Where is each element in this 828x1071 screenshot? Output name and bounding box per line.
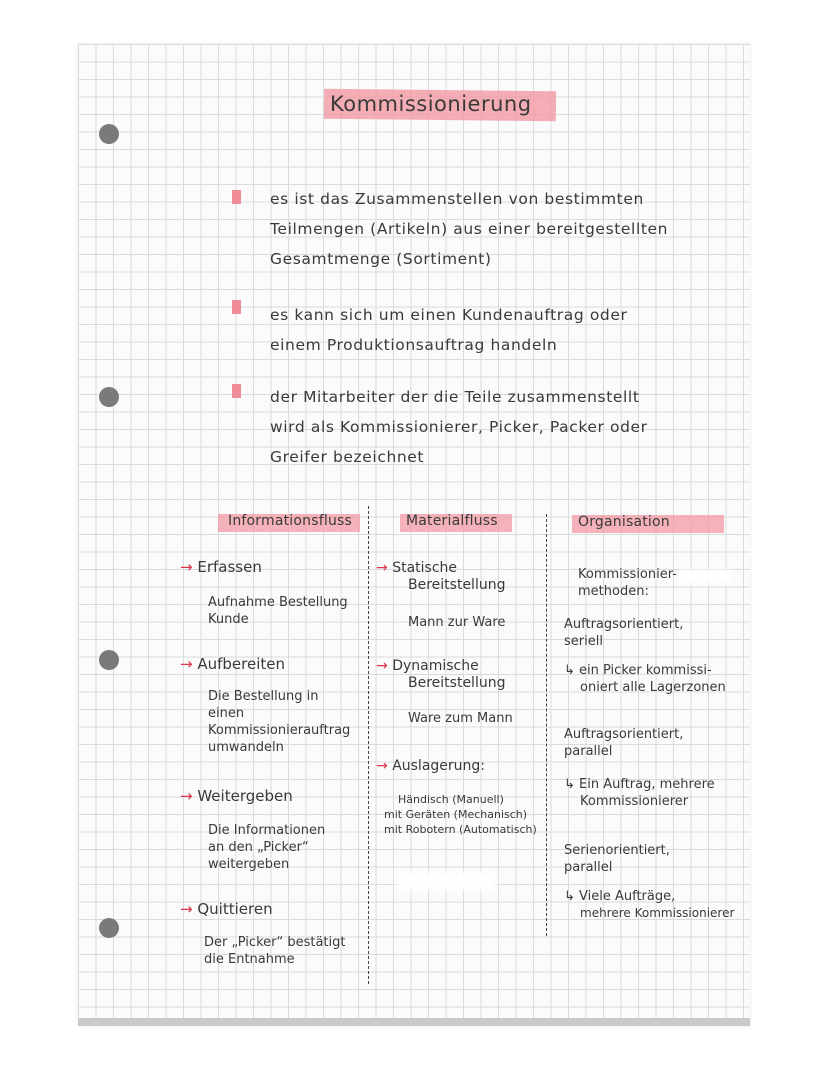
text-line: an den „Picker“ <box>208 840 309 855</box>
step-title <box>376 658 505 692</box>
step-detail <box>208 688 350 756</box>
step-title-text: Auslagerung: <box>392 758 486 774</box>
punch-hole <box>99 387 119 407</box>
step-title-text: Statische <box>392 560 457 576</box>
text-line: Der „Picker“ bestätigt <box>204 935 346 950</box>
step-detail <box>208 822 325 873</box>
bullet-marker <box>232 190 241 204</box>
text-line: Auftragsorientiert, <box>564 727 684 742</box>
step-title <box>180 787 293 805</box>
text-line: methoden: <box>578 584 649 599</box>
text-line: Händisch (Manuell) <box>398 793 504 806</box>
text-line: Auftragsorientiert, <box>564 617 684 632</box>
text-line: ↳ Viele Aufträge, <box>564 889 676 904</box>
step-title-text: Bereitstellung <box>408 675 506 691</box>
text-line: Die Informationen <box>208 823 326 838</box>
step-detail <box>384 792 537 837</box>
punch-hole <box>99 124 119 144</box>
column-header-material: Materialfluss <box>406 513 498 529</box>
step-detail: Ware zum Mann <box>408 711 513 726</box>
text-line: Teilmengen (Artikeln) aus einer bereitgestellten <box>270 220 669 238</box>
text-line: weitergeben <box>208 857 290 872</box>
step-title-text: Bereitstellung <box>408 577 506 593</box>
bullet-text <box>270 300 627 360</box>
step-title-text: Weitergeben <box>197 787 293 805</box>
text-line: es ist das Zusammenstellen von bestimmten <box>270 190 644 208</box>
text-line: Aufnahme Bestellung <box>208 595 348 610</box>
text-line: Kommissionier- <box>578 567 677 582</box>
arrow-icon: → <box>180 655 193 673</box>
text-line: parallel <box>564 744 613 759</box>
page-title: Kommissionierung <box>330 92 532 116</box>
bullet-text <box>270 184 668 274</box>
step-detail <box>208 594 348 628</box>
bullet-text <box>270 382 648 472</box>
text-line: umwandeln <box>208 740 284 755</box>
text-line: Gesamtmenge (Sortiment) <box>270 250 492 268</box>
arrow-icon: → <box>376 658 388 674</box>
text-line: es kann sich um einen Kundenauftrag oder <box>270 306 628 324</box>
text-line: einem Produktionsauftrag handeln <box>270 336 558 354</box>
bullet-marker <box>232 384 241 398</box>
text-line: Die Bestellung in <box>208 689 319 704</box>
bullet-marker <box>232 300 241 314</box>
step-title-text: Dynamische <box>392 658 479 674</box>
text-line: seriell <box>564 634 603 649</box>
step-title-text: Aufbereiten <box>197 655 286 673</box>
step-detail: Mann zur Ware <box>408 615 506 630</box>
column-header-organisation: Organisation <box>578 514 670 530</box>
org-intro <box>578 566 677 600</box>
text-line: mit Robotern (Automatisch) <box>384 823 537 836</box>
text-line: Serienorientiert, <box>564 843 670 858</box>
text-line: oniert alle Lagerzonen <box>580 680 726 695</box>
text-line: einen <box>208 706 245 721</box>
method-desc <box>564 776 715 810</box>
whiteout-smudge <box>396 872 496 890</box>
step-title <box>180 900 273 918</box>
arrow-icon: → <box>180 787 193 805</box>
step-title <box>376 560 505 594</box>
step-title <box>180 655 285 673</box>
text-line: ↳ Ein Auftrag, mehrere <box>564 777 715 792</box>
text-line: wird als Kommissionierer, Picker, Packer oder <box>270 418 648 436</box>
text-line: die Entnahme <box>204 952 295 967</box>
column-header-info: Informationsfluss <box>228 513 353 529</box>
method-title <box>564 842 670 876</box>
text-line: Kommissionierer <box>580 794 689 809</box>
step-title <box>180 558 262 576</box>
step-title-text: Quittieren <box>197 900 273 918</box>
step-title-text: Erfassen <box>197 558 262 576</box>
method-desc <box>564 662 726 696</box>
arrow-icon: → <box>376 758 388 774</box>
text-line: Greifer bezeichnet <box>270 448 425 466</box>
method-title <box>564 726 683 760</box>
arrow-icon: → <box>180 558 193 576</box>
text-line: der Mitarbeiter der die Teile zusammenstellt <box>270 388 640 406</box>
punch-hole <box>99 650 119 670</box>
arrow-icon: → <box>180 900 193 918</box>
paper-edge <box>78 1018 750 1026</box>
text-line: mit Geräten (Mechanisch) <box>384 808 528 821</box>
text-line: mehrere Kommissionierer <box>580 906 735 920</box>
method-desc <box>564 888 734 922</box>
method-title <box>564 616 683 650</box>
step-detail <box>204 934 346 968</box>
column-divider <box>368 506 369 984</box>
text-line: Kommissionierauftrag <box>208 723 351 738</box>
text-line: ↳ ein Picker kommissi- <box>564 663 712 678</box>
column-divider <box>546 514 547 936</box>
whiteout-smudge <box>680 570 732 584</box>
text-line: parallel <box>564 860 613 875</box>
step-title <box>376 758 485 774</box>
punch-hole <box>99 918 119 938</box>
arrow-icon: → <box>376 560 388 576</box>
text-line: Kunde <box>208 612 249 627</box>
